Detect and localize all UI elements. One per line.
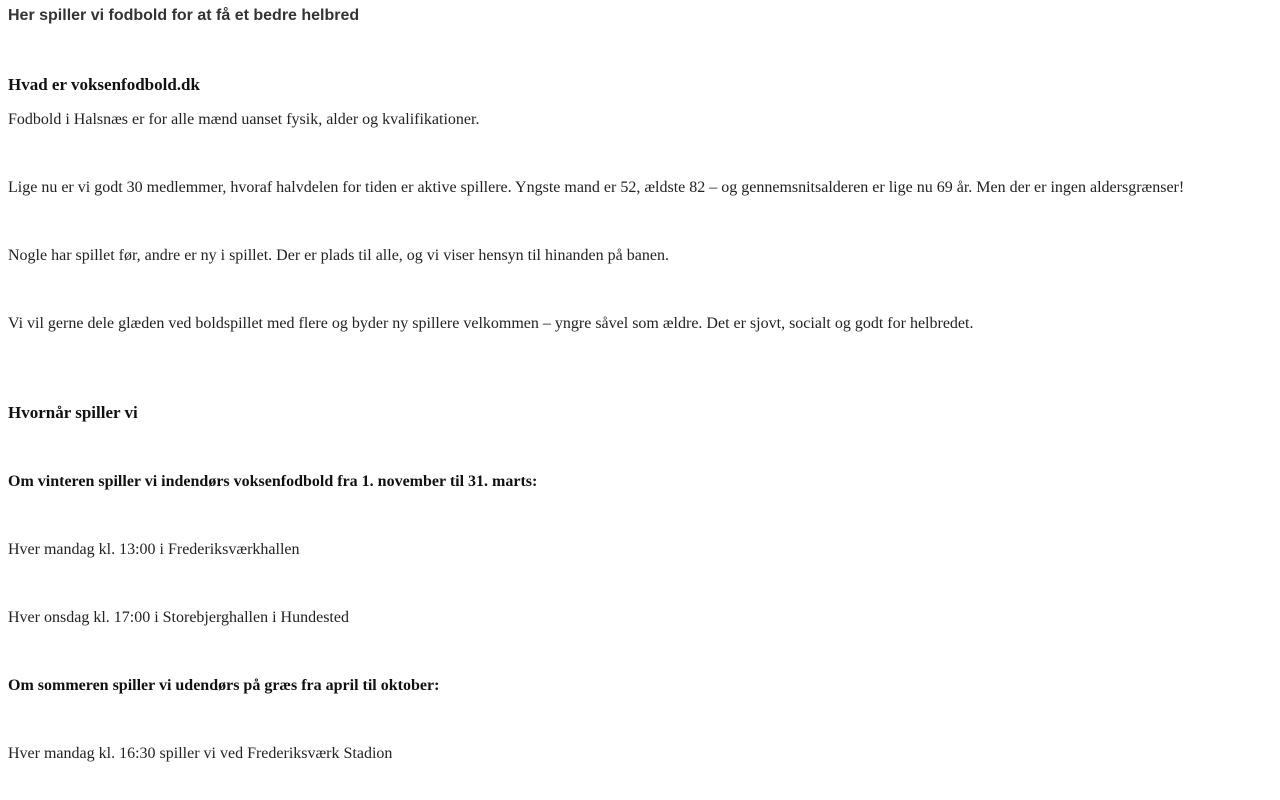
about-heading: Hvad er voksenfodbold.dk <box>8 75 200 94</box>
site-tagline: Her spiller vi fodbold for at få et bedre helbred <box>8 7 360 24</box>
winter-schedule-title: Om vinteren spiller vi indendørs voksenfodbold fra 1. november til 31. marts: <box>8 473 538 490</box>
about-paragraph: Nogle har spillet før, andre er ny i spillet. Der er plads til alle, og vi viser hensyn til hinanden på banen. <box>8 247 669 264</box>
schedule-item: Hver mandag kl. 13:00 i Frederiksværkhallen <box>8 541 300 558</box>
summer-schedule-title: Om sommeren spiller vi udendørs på græs fra april til oktober: <box>8 677 440 694</box>
about-paragraph: Fodbold i Halsnæs er for alle mænd uanset fysik, alder og kvalifikationer. <box>8 111 480 128</box>
schedule-heading: Hvornår spiller vi <box>8 403 138 422</box>
about-paragraph: Vi vil gerne dele glæden ved boldspillet med flere og byder ny spillere velkommen – yngre såvel som ældre. Det er sjovt, socialt og godt for helbredet. <box>8 315 974 332</box>
about-paragraph: Lige nu er vi godt 30 medlemmer, hvoraf halvdelen for tiden er aktive spillere. Yngste mand er 52, ældste 82 – og gennemsnitsalderen er lige nu 69 år. Men der er ingen aldersgrænser! <box>8 179 1185 196</box>
schedule-item: Hver onsdag kl. 17:00 i Storebjerghallen i Hundested <box>8 609 349 626</box>
schedule-item: Hver mandag kl. 16:30 spiller vi ved Frederiksværk Stadion <box>8 745 393 762</box>
